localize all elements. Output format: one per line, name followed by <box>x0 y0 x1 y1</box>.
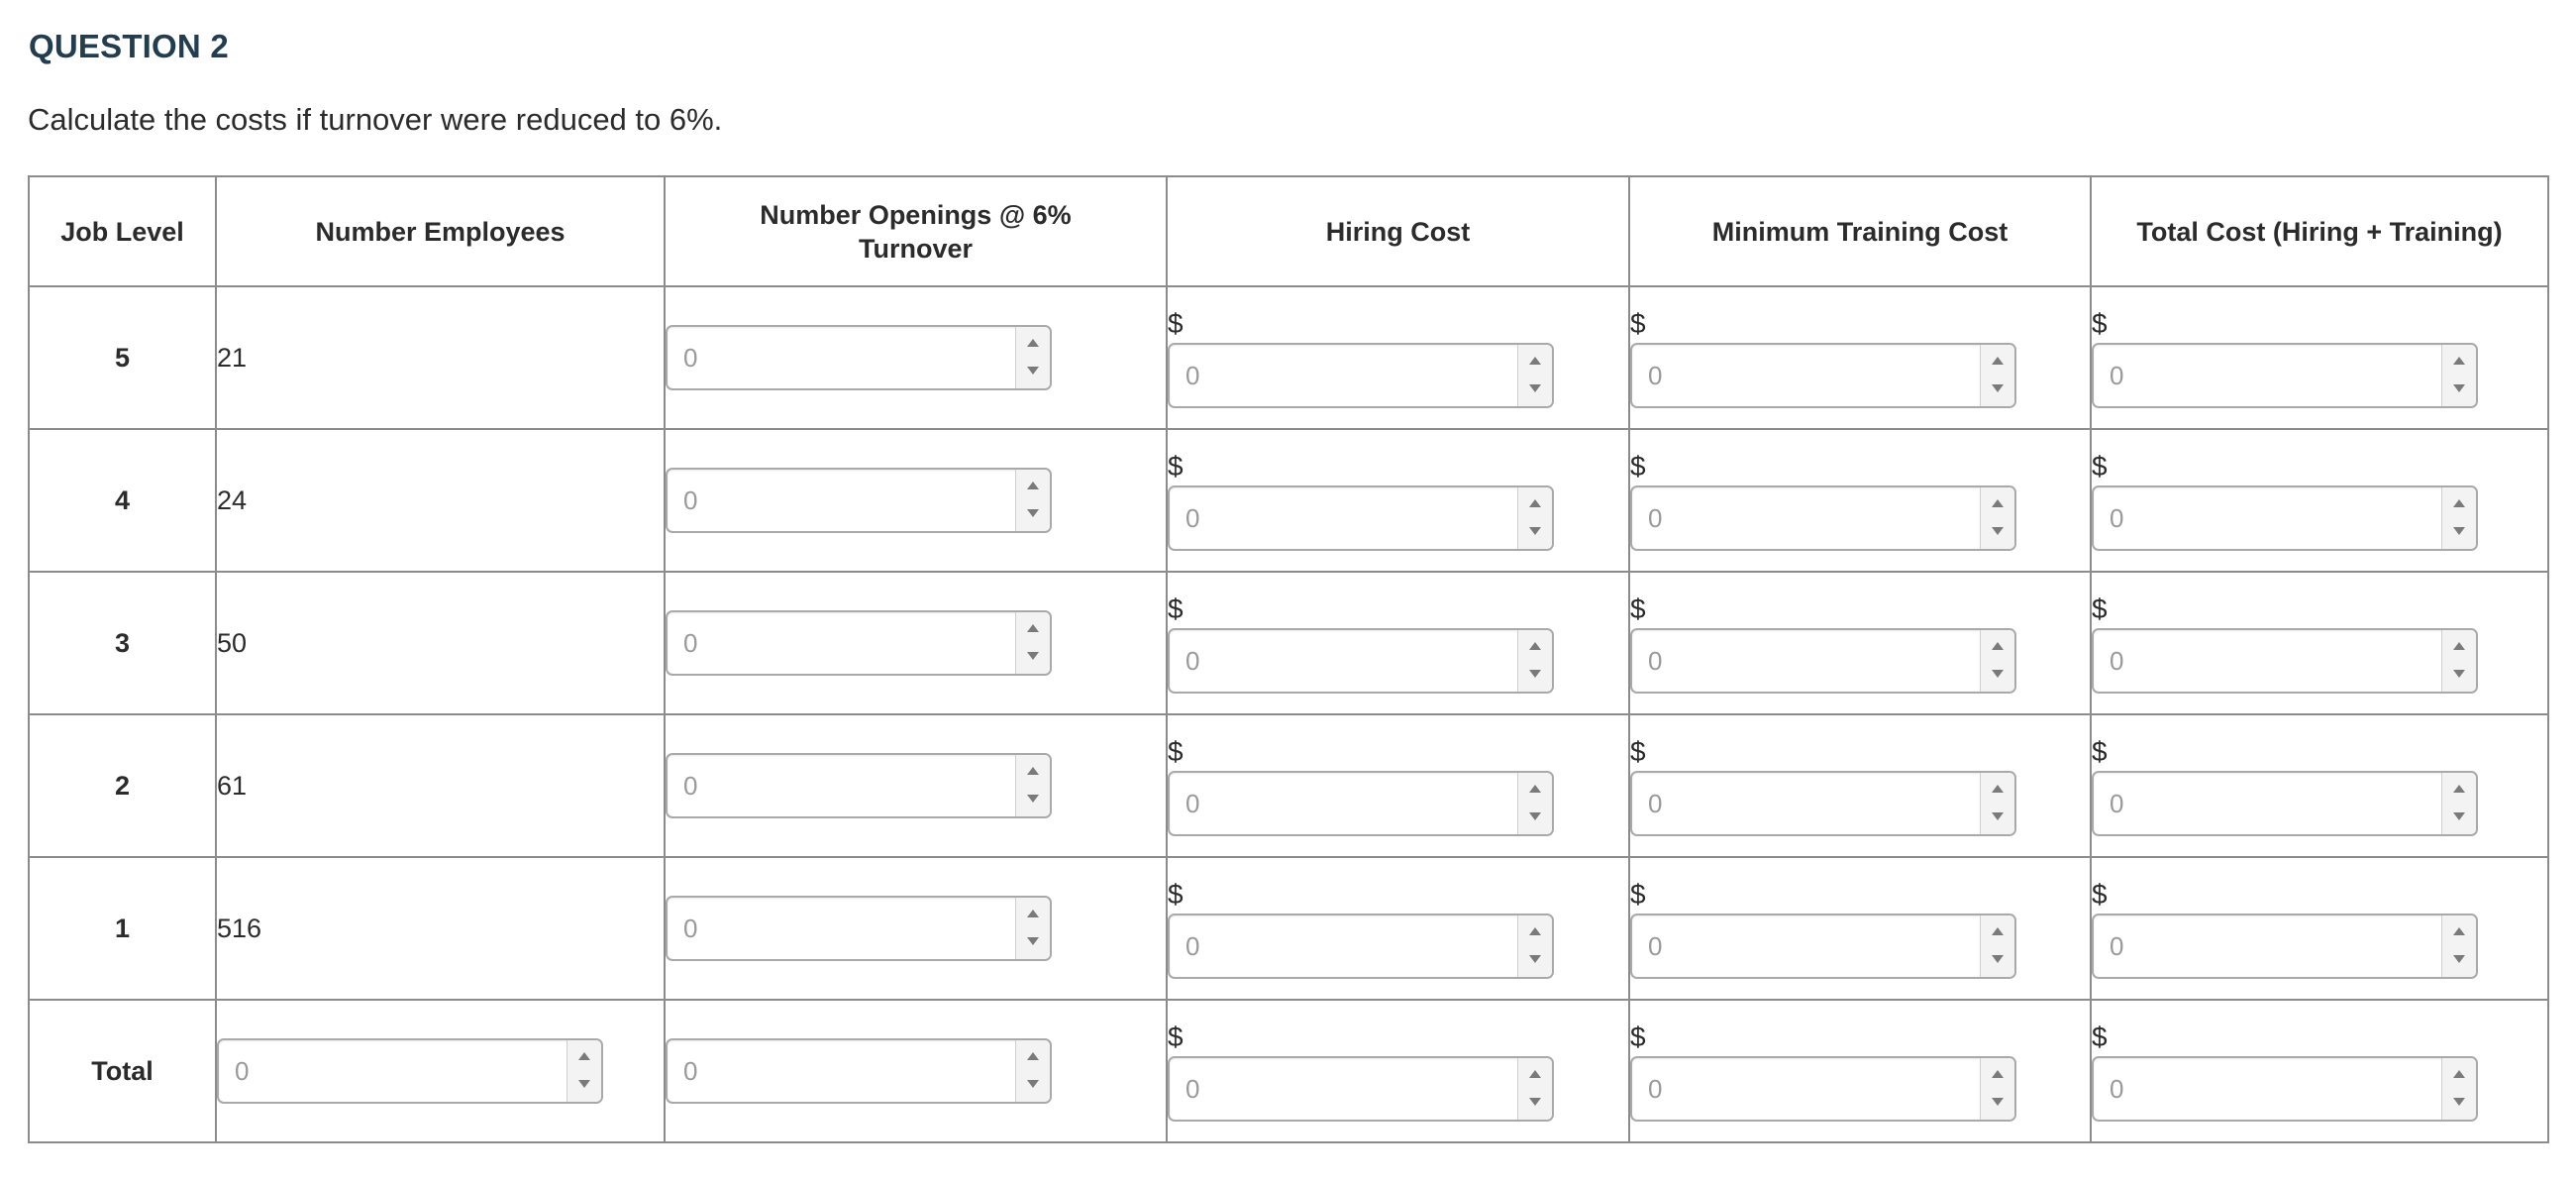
decrement-arrow-icon[interactable] <box>1518 376 1552 406</box>
table-row <box>29 572 2548 714</box>
increment-arrow-icon[interactable] <box>2442 487 2476 518</box>
hiring-cost-input[interactable] <box>1168 628 1554 694</box>
total-cost-field[interactable] <box>2094 773 2430 834</box>
training-cost-input[interactable] <box>1630 485 2016 551</box>
decrement-arrow-icon[interactable] <box>1518 1089 1552 1120</box>
dollar-sign: $ <box>2092 308 2108 339</box>
total-cost-input[interactable] <box>2092 485 2478 551</box>
total-openings-input[interactable] <box>666 1038 1052 1104</box>
job-level-cell: 1 <box>29 857 216 1000</box>
decrement-arrow-icon[interactable] <box>1016 500 1050 531</box>
job-level-cell: 2 <box>29 714 216 857</box>
job-level-cell: 5 <box>29 286 216 429</box>
hiring-cost-input[interactable] <box>1168 485 1554 551</box>
table-header-row <box>29 176 2548 286</box>
employees-cell: 50 <box>216 572 665 714</box>
total-cost-input[interactable] <box>2092 343 2478 408</box>
dollar-sign: $ <box>2092 593 2108 624</box>
grand-total-cost-input[interactable] <box>2092 1056 2478 1122</box>
total-row <box>29 1000 2548 1142</box>
decrement-arrow-icon[interactable] <box>1981 376 2014 406</box>
openings-field[interactable] <box>668 470 1004 531</box>
employees-cell: 516 <box>216 857 665 1000</box>
increment-arrow-icon[interactable] <box>1981 487 2014 518</box>
increment-arrow-icon[interactable] <box>567 1040 601 1071</box>
dollar-sign: $ <box>2092 879 2108 910</box>
decrement-arrow-icon[interactable] <box>1518 804 1552 834</box>
decrement-arrow-icon[interactable] <box>1981 804 2014 834</box>
openings-input[interactable] <box>666 325 1052 390</box>
openings-field[interactable] <box>668 327 1004 388</box>
decrement-arrow-icon[interactable] <box>2442 376 2476 406</box>
openings-field[interactable] <box>668 612 1004 674</box>
total-cost-field[interactable] <box>2094 487 2430 549</box>
increment-arrow-icon[interactable] <box>1518 345 1552 376</box>
openings-input[interactable] <box>666 610 1052 676</box>
increment-arrow-icon[interactable] <box>1518 773 1552 804</box>
decrement-arrow-icon[interactable] <box>1016 643 1050 674</box>
decrement-arrow-icon[interactable] <box>1981 946 2014 977</box>
decrement-arrow-icon[interactable] <box>1016 786 1050 816</box>
decrement-arrow-icon[interactable] <box>2442 1089 2476 1120</box>
table-row <box>29 429 2548 572</box>
total-openings-field[interactable] <box>668 1040 1004 1102</box>
decrement-arrow-icon[interactable] <box>1981 661 2014 692</box>
training-cost-field[interactable] <box>1632 345 1969 406</box>
increment-arrow-icon[interactable] <box>1981 345 2014 376</box>
hiring-cost-field[interactable] <box>1170 773 1506 834</box>
total-employees-input[interactable] <box>217 1038 603 1104</box>
increment-arrow-icon[interactable] <box>1981 630 2014 661</box>
header-number-openings: Number Openings @ 6% Turnover <box>665 176 1167 286</box>
increment-arrow-icon[interactable] <box>1981 1058 2014 1089</box>
dollar-sign: $ <box>1168 1022 1184 1052</box>
decrement-arrow-icon[interactable] <box>1518 518 1552 549</box>
header-min-training-cost: Minimum Training Cost <box>1629 176 2091 286</box>
hiring-cost-field[interactable] <box>1170 630 1506 692</box>
openings-input[interactable] <box>666 468 1052 533</box>
table-row <box>29 714 2548 857</box>
table-row <box>29 286 2548 429</box>
header-number-employees: Number Employees <box>216 176 665 286</box>
decrement-arrow-icon[interactable] <box>1981 1089 2014 1120</box>
decrement-arrow-icon[interactable] <box>1016 358 1050 388</box>
increment-arrow-icon[interactable] <box>1981 773 2014 804</box>
dollar-sign: $ <box>1168 593 1184 624</box>
dollar-sign: $ <box>1168 308 1184 339</box>
hiring-cost-field[interactable] <box>1170 915 1506 977</box>
cost-table <box>28 175 2549 1143</box>
header-hiring-cost: Hiring Cost <box>1167 176 1629 286</box>
training-cost-input[interactable] <box>1630 771 2016 836</box>
hiring-cost-field[interactable] <box>1170 487 1506 549</box>
increment-arrow-icon[interactable] <box>2442 1058 2476 1089</box>
dollar-sign: $ <box>1630 451 1646 482</box>
total-cost-input[interactable] <box>2092 771 2478 836</box>
increment-arrow-icon[interactable] <box>1518 1058 1552 1089</box>
increment-arrow-icon[interactable] <box>2442 345 2476 376</box>
decrement-arrow-icon[interactable] <box>567 1071 601 1102</box>
decrement-arrow-icon[interactable] <box>1016 928 1050 959</box>
increment-arrow-icon[interactable] <box>1016 898 1050 928</box>
decrement-arrow-icon[interactable] <box>2442 946 2476 977</box>
training-cost-input[interactable] <box>1630 914 2016 979</box>
hiring-cost-input[interactable] <box>1168 771 1554 836</box>
openings-input[interactable] <box>666 753 1052 818</box>
increment-arrow-icon[interactable] <box>1981 915 2014 946</box>
decrement-arrow-icon[interactable] <box>2442 804 2476 834</box>
total-training-cost-field[interactable] <box>1632 1058 1969 1120</box>
increment-arrow-icon[interactable] <box>1518 915 1552 946</box>
total-label: Total <box>29 1000 216 1142</box>
question-prompt: Calculate the costs if turnover were reduced to 6%. <box>28 102 723 137</box>
increment-arrow-icon[interactable] <box>2442 630 2476 661</box>
increment-arrow-icon[interactable] <box>1016 1040 1050 1071</box>
increment-arrow-icon[interactable] <box>1016 755 1050 786</box>
increment-arrow-icon[interactable] <box>1016 470 1050 500</box>
total-hiring-cost-field[interactable] <box>1170 1058 1506 1120</box>
hiring-cost-input[interactable] <box>1168 914 1554 979</box>
increment-arrow-icon[interactable] <box>1518 630 1552 661</box>
total-cost-field[interactable] <box>2094 630 2430 692</box>
dollar-sign: $ <box>1168 451 1184 482</box>
dollar-sign: $ <box>2092 1022 2108 1052</box>
increment-arrow-icon[interactable] <box>2442 773 2476 804</box>
total-cost-field[interactable] <box>2094 915 2430 977</box>
increment-arrow-icon[interactable] <box>1016 327 1050 358</box>
dollar-sign: $ <box>1168 879 1184 910</box>
training-cost-field[interactable] <box>1632 773 1969 834</box>
job-level-cell: 4 <box>29 429 216 572</box>
dollar-sign: $ <box>1630 308 1646 339</box>
dollar-sign: $ <box>1168 736 1184 767</box>
hiring-cost-field[interactable] <box>1170 345 1506 406</box>
total-cost-input[interactable] <box>2092 628 2478 694</box>
decrement-arrow-icon[interactable] <box>1016 1071 1050 1102</box>
total-cost-input[interactable] <box>2092 914 2478 979</box>
dollar-sign: $ <box>1630 879 1646 910</box>
hiring-cost-input[interactable] <box>1168 343 1554 408</box>
header-total-cost: Total Cost (Hiring + Training) <box>2091 176 2548 286</box>
dollar-sign: $ <box>1630 1022 1646 1052</box>
dollar-sign: $ <box>1630 736 1646 767</box>
decrement-arrow-icon[interactable] <box>2442 661 2476 692</box>
training-cost-input[interactable] <box>1630 628 2016 694</box>
increment-arrow-icon[interactable] <box>1016 612 1050 643</box>
dollar-sign: $ <box>2092 736 2108 767</box>
grand-total-cost-field[interactable] <box>2094 1058 2430 1120</box>
decrement-arrow-icon[interactable] <box>1518 946 1552 977</box>
total-hiring-cost-input[interactable] <box>1168 1056 1554 1122</box>
training-cost-field[interactable] <box>1632 487 1969 549</box>
total-employees-field[interactable] <box>219 1040 556 1102</box>
total-training-cost-input[interactable] <box>1630 1056 2016 1122</box>
decrement-arrow-icon[interactable] <box>1981 518 2014 549</box>
employees-cell: 21 <box>216 286 665 429</box>
employees-cell: 61 <box>216 714 665 857</box>
training-cost-input[interactable] <box>1630 343 2016 408</box>
decrement-arrow-icon[interactable] <box>2442 518 2476 549</box>
dollar-sign: $ <box>1630 593 1646 624</box>
header-job-level: Job Level <box>29 176 216 286</box>
employees-cell: 24 <box>216 429 665 572</box>
dollar-sign: $ <box>2092 451 2108 482</box>
job-level-cell: 3 <box>29 572 216 714</box>
training-cost-field[interactable] <box>1632 915 1969 977</box>
increment-arrow-icon[interactable] <box>1518 487 1552 518</box>
decrement-arrow-icon[interactable] <box>1518 661 1552 692</box>
training-cost-field[interactable] <box>1632 630 1969 692</box>
total-cost-field[interactable] <box>2094 345 2430 406</box>
table-row <box>29 857 2548 1000</box>
openings-field[interactable] <box>668 755 1004 816</box>
openings-field[interactable] <box>668 898 1004 959</box>
increment-arrow-icon[interactable] <box>2442 915 2476 946</box>
openings-input[interactable] <box>666 896 1052 961</box>
question-title: QUESTION 2 <box>29 28 229 64</box>
